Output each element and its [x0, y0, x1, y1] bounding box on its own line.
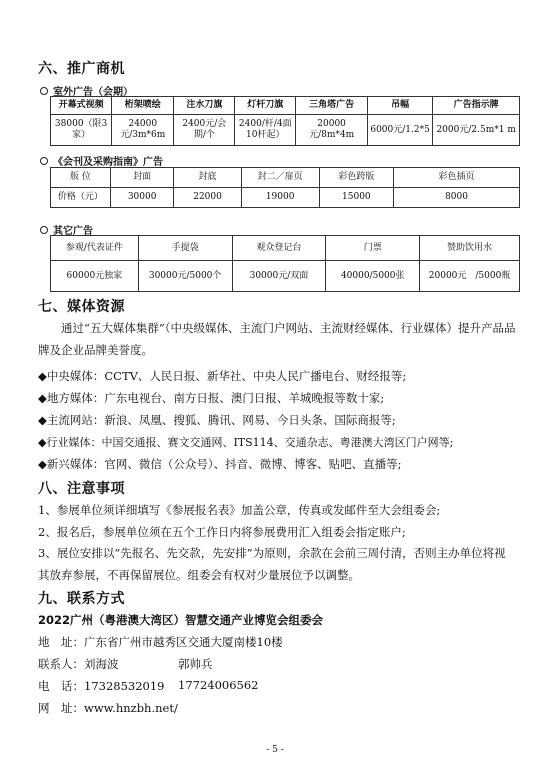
- media-item: ◆主流网站：新浪、凤凰、搜狐、腾讯、网易、今日头条、国际商报等;: [38, 413, 396, 427]
- address-value: 广东省广州市越秀区交通大厦南楼10楼: [84, 635, 283, 649]
- section-6-title: 六、推广商机: [38, 61, 125, 77]
- table-header-cell: 封底: [174, 168, 241, 188]
- table-header-cell: 三角塔广告: [296, 97, 368, 115]
- table-cell: 19000: [241, 188, 319, 208]
- table-cell: 24000元/3m*6m: [112, 115, 174, 146]
- table-header-cell: 手提袋: [138, 236, 232, 261]
- table-cell: 40000/5000张: [326, 261, 420, 292]
- guide-ad-title: 《会刊及采购指南》广告: [53, 157, 163, 168]
- section-9-title: 九、联系方式: [38, 591, 125, 607]
- table-row: [51, 261, 520, 292]
- media-item: ◆地方媒体：广东电视台、南方日报、澳门日报、羊城晚报等数十家;: [38, 391, 385, 405]
- table-header-cell: 吊幅: [367, 97, 432, 115]
- notice-item: 3、展位安排以“先报名、先交款，先安排”为原则，余款在会前三周付清，否则主办单位将视其放弃参展，不再保留展位。组委会有权对少量展位予以调整。: [38, 546, 506, 582]
- web-link[interactable]: www.hnzbh.net/: [84, 701, 178, 715]
- table-header-row: [51, 97, 520, 115]
- circle-bullet-icon: [40, 87, 48, 95]
- phone-row: [38, 678, 259, 694]
- notice-item: 1、参展单位须详细填写《参展报名表》加盖公章，传真或发邮件至大会组委会;: [38, 503, 441, 517]
- table-header-cell: 门票: [326, 236, 420, 261]
- media-item: ◆行业媒体：中国交通报、赛文交通网、ITS114、交通杂志、粤港澳大湾区门户网等;: [38, 436, 454, 449]
- contact-row: [38, 656, 213, 672]
- table-header-cell: 开幕式视频: [51, 97, 112, 115]
- table-cell: 20000元 /5000瓶: [420, 261, 520, 292]
- table-cell: 8000: [394, 188, 520, 208]
- table-cell: 2400元/会期/个: [174, 115, 235, 146]
- table-header-cell: 广告指示牌: [433, 97, 520, 115]
- table-cell: 30000元/5000个: [138, 261, 232, 292]
- media-item: ◆新兴媒体：官网、微信（公众号）、抖音、微博、博客、贴吧、直播等;: [38, 457, 402, 471]
- outdoor-ad-title: 室外广告（会期）: [53, 87, 133, 98]
- table-header-cell: 参观/代表证件: [51, 236, 139, 261]
- organizer-name: 2022广州（粤港澳大湾区）智慧交通产业博览会组委会: [38, 613, 324, 627]
- circle-bullet-icon: [40, 226, 48, 234]
- table-cell: 2400/杆/4面10杆起）: [235, 115, 296, 146]
- table-header-cell: 封面: [110, 168, 174, 188]
- page-number: - 5 -: [266, 745, 284, 755]
- table-cell: 38000（限3家）: [51, 115, 112, 146]
- section-8-title: 八、注意事项: [38, 481, 125, 497]
- phone-1: 17328532019: [84, 679, 165, 693]
- table-header-cell: 观众登记台: [232, 236, 326, 261]
- web-row: [38, 700, 178, 716]
- guide-ad-table: [50, 167, 520, 208]
- table-header-cell: 桁架喷绘: [112, 97, 174, 115]
- table-cell: 30000元/双面: [232, 261, 326, 292]
- table-cell: 6000元/1.2*5: [367, 115, 432, 146]
- table-cell: 2000元/2.5m*1 m: [433, 115, 520, 146]
- table-header-cell: 彩色跨版: [319, 168, 393, 188]
- contact-name-2: 郭帅兵: [178, 657, 213, 671]
- web-label: 网 址：: [38, 701, 84, 715]
- other-ad-table: [50, 235, 520, 292]
- contact-name-1: 刘海波: [84, 657, 119, 671]
- table-cell: 30000: [110, 188, 174, 208]
- media-item: ◆中央媒体：CCTV、人民日报、新华社、中央人民广播电台、财经报等;: [38, 369, 407, 383]
- table-header-cell: 赞助饮用水: [420, 236, 520, 261]
- table-cell: 22000: [174, 188, 241, 208]
- table-cell: 15000: [319, 188, 393, 208]
- phone-label: 电 话：: [38, 679, 84, 693]
- table-cell: 60000元独家: [51, 261, 139, 292]
- table-header-row: [51, 168, 520, 188]
- phone-2: 17724006562: [178, 678, 259, 692]
- table-header-cell: 注水刀旗: [174, 97, 235, 115]
- address-row: [38, 634, 283, 650]
- table-header-cell: 封二／扉页: [241, 168, 319, 188]
- other-ad-title: 其它广告: [53, 226, 93, 237]
- table-header-cell: 灯杆刀旗: [235, 97, 296, 115]
- section-7-title: 七、媒体资源: [38, 299, 125, 315]
- media-intro: 通过“五大媒体集群”（中央级媒体、主流门户网站、主流财经媒体、行业媒体）提升产品品牌及企业品牌美誉度。: [38, 321, 516, 357]
- table-row: [51, 115, 520, 146]
- notice-item: 2、报名后，参展单位须在五个工作日内将参展费用汇入组委会指定账户;: [38, 525, 406, 539]
- table-header-cell: 版 位: [51, 168, 111, 188]
- circle-bullet-icon: [40, 157, 48, 165]
- table-row: [51, 188, 520, 208]
- outdoor-ad-table: [50, 96, 520, 146]
- table-header-row: [51, 236, 520, 261]
- contact-label: 联系人：: [38, 657, 84, 671]
- table-header-cell: 彩色插页: [394, 168, 520, 188]
- address-label: 地 址：: [38, 635, 84, 649]
- guide-ad-subtitle: [40, 153, 163, 168]
- table-cell: 20000元/8m*4m: [296, 115, 368, 146]
- table-cell: 价格（元）: [51, 188, 111, 208]
